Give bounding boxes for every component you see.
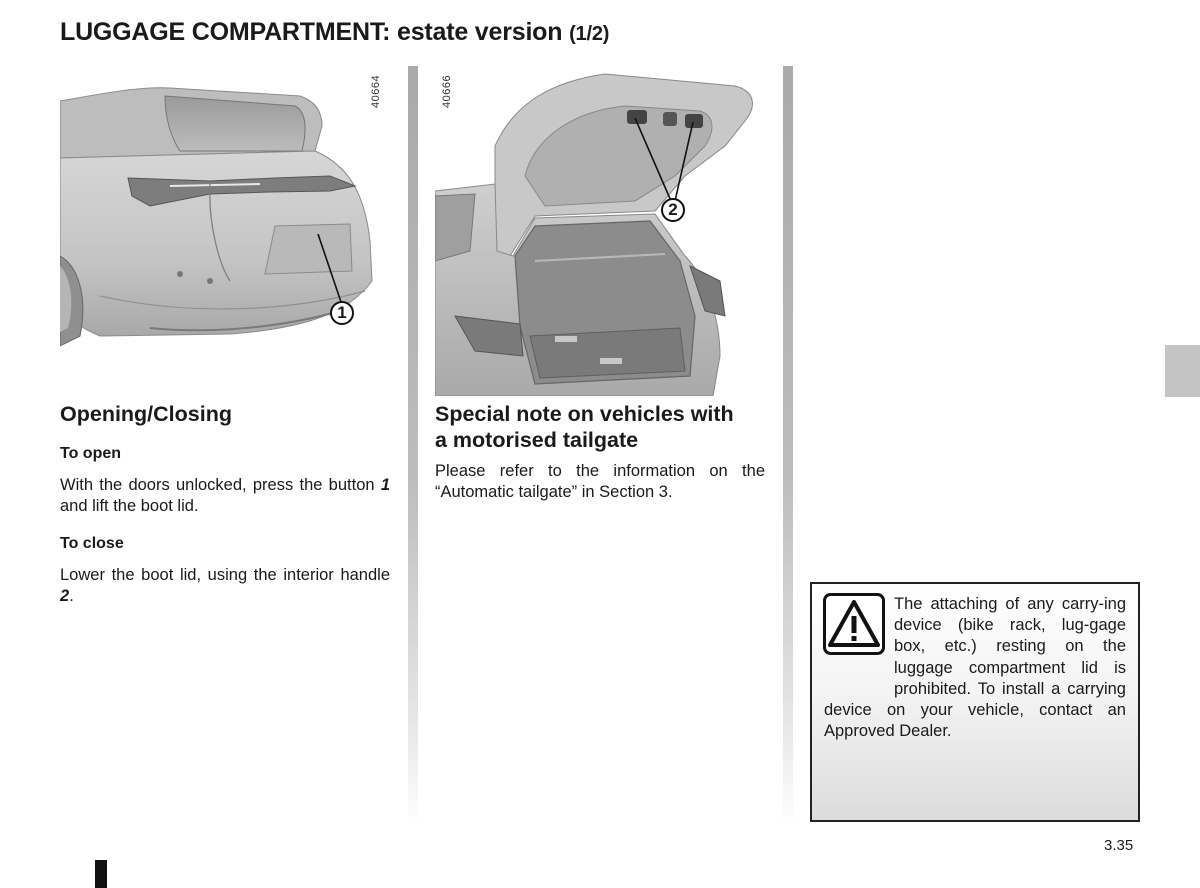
to-close-text-a: Lower the boot lid, using the interior handle	[60, 566, 390, 584]
section-heading-line2: a motorised tailgate	[435, 428, 639, 452]
callout-2: 2	[661, 198, 685, 222]
to-open-heading: To open	[60, 445, 122, 462]
to-close-heading: To close	[60, 535, 124, 552]
binding-mark	[95, 860, 107, 888]
figure-id-label: 40664	[370, 74, 382, 108]
callout-1: 1	[330, 301, 354, 325]
page-number: 3.35	[1104, 837, 1134, 854]
warning-box	[810, 582, 1140, 822]
page-title-text: LUGGAGE COMPARTMENT: estate version	[60, 18, 563, 46]
section-heading: Opening/Closing	[60, 402, 232, 426]
to-open-text-b: and lift the boot lid.	[60, 497, 199, 515]
figure-id-label: 40666	[441, 74, 453, 108]
tailgate-open-illustration	[435, 66, 765, 396]
section-motorised-tailgate	[435, 401, 775, 453]
to-close-ref: 2	[60, 587, 70, 605]
page-title-suffix: (1/2)	[569, 23, 610, 45]
page-title	[60, 18, 609, 47]
to-close-text-b: .	[69, 587, 74, 605]
to-close-paragraph	[60, 565, 390, 607]
section-heading-line1: Special note on vehicles with	[435, 402, 734, 426]
figure-tailgate-open	[435, 66, 765, 396]
warning-text-block	[824, 594, 1126, 742]
section-side-tab	[1165, 345, 1200, 397]
motorised-tailgate-paragraph: Please refer to the information on the “Automatic tailgate” in Section 3.	[435, 462, 765, 501]
section-opening-closing	[60, 401, 390, 427]
to-open-ref: 1	[380, 476, 390, 494]
to-open-text-a: With the doors unlocked, press the button	[60, 476, 381, 494]
figure-car-rear	[60, 66, 390, 366]
column-divider-left	[408, 66, 418, 826]
warning-text: The attaching of any carry-ing device (bike rack, lug-gage box, etc.) resting on the luggage compartment lid is prohibited. To install a carrying device on your vehicle, contact an Approved Dealer.	[824, 595, 1126, 741]
to-open-paragraph	[60, 475, 390, 517]
column-divider-right	[783, 66, 793, 826]
